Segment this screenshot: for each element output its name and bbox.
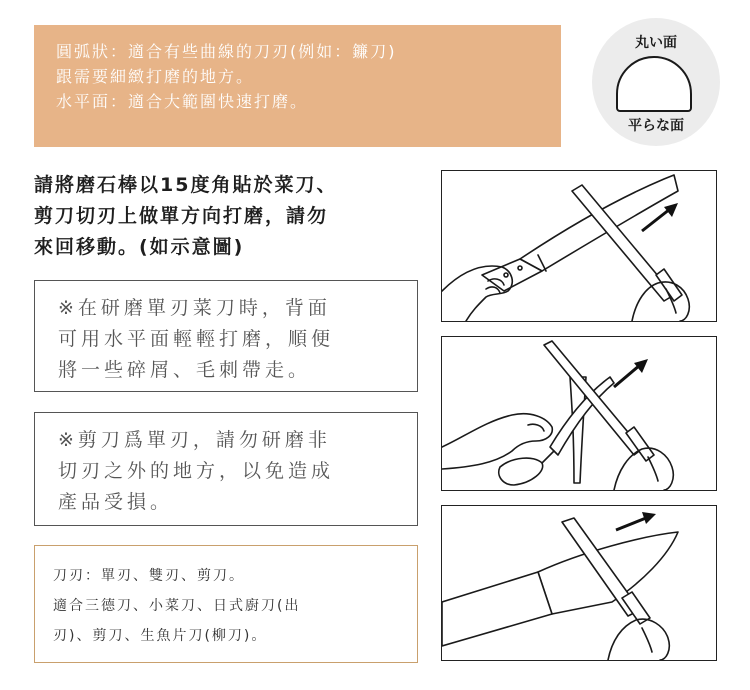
scissors-sharpening-drawing <box>442 337 716 490</box>
instruction-line: 剪刀切刃上做單方向打磨，請勿 <box>34 205 329 227</box>
knife-sharpening-drawing <box>442 171 716 321</box>
banner-line-flat: 水平面：適合大範圍快速打磨。 <box>56 92 309 111</box>
note-line: 產品受損。 <box>58 491 174 513</box>
note-line: 可用水平面輕輕打磨，順便 <box>58 328 335 350</box>
direction-arrow-icon <box>616 512 656 530</box>
note-line: ※剪刀爲單刃，請勿研磨非 <box>58 429 331 451</box>
note-line: 將一些碎屑、毛刺帶走。 <box>58 359 312 381</box>
instruction-line: 請將磨石棒以15度角貼於菜刀、 <box>34 174 338 196</box>
cross-section-icon <box>616 56 692 112</box>
types-line: 刃)、剪刀、生魚片刀(柳刀)。 <box>53 628 268 644</box>
single-edge-knife-note <box>34 280 418 392</box>
sharpening-instruction <box>34 170 434 263</box>
scissors-sharpening-illustration <box>441 336 717 491</box>
info-banner <box>34 25 561 147</box>
flat-face-label: 平らな面 <box>628 118 684 134</box>
types-line: 刀刃：單刃、雙刃、剪刀。 <box>53 568 245 584</box>
note-line: 切刃之外的地方，以免造成 <box>58 460 335 482</box>
types-line: 適合三德刀、小菜刀、日式廚刀(出 <box>53 598 301 614</box>
rounded-face-label: 丸い面 <box>635 35 677 51</box>
note-line: ※在研磨單刃菜刀時，背面 <box>58 297 331 319</box>
banner-line-detail: 跟需要細緻打磨的地方。 <box>56 67 255 86</box>
flat-side-sharpening-illustration <box>441 505 717 661</box>
sharpener-cross-section-badge <box>592 18 720 146</box>
knife-sharpening-illustration <box>441 170 717 322</box>
blade-types-box <box>34 545 418 663</box>
scissors-note <box>34 412 418 526</box>
flat-side-drawing <box>442 506 716 660</box>
instruction-line: 來回移動。(如示意圖) <box>34 236 245 258</box>
banner-line-rounded: 圓弧狀：適合有些曲線的刀刃(例如：鐮刀) <box>56 42 397 61</box>
direction-arrow-icon <box>614 359 648 387</box>
